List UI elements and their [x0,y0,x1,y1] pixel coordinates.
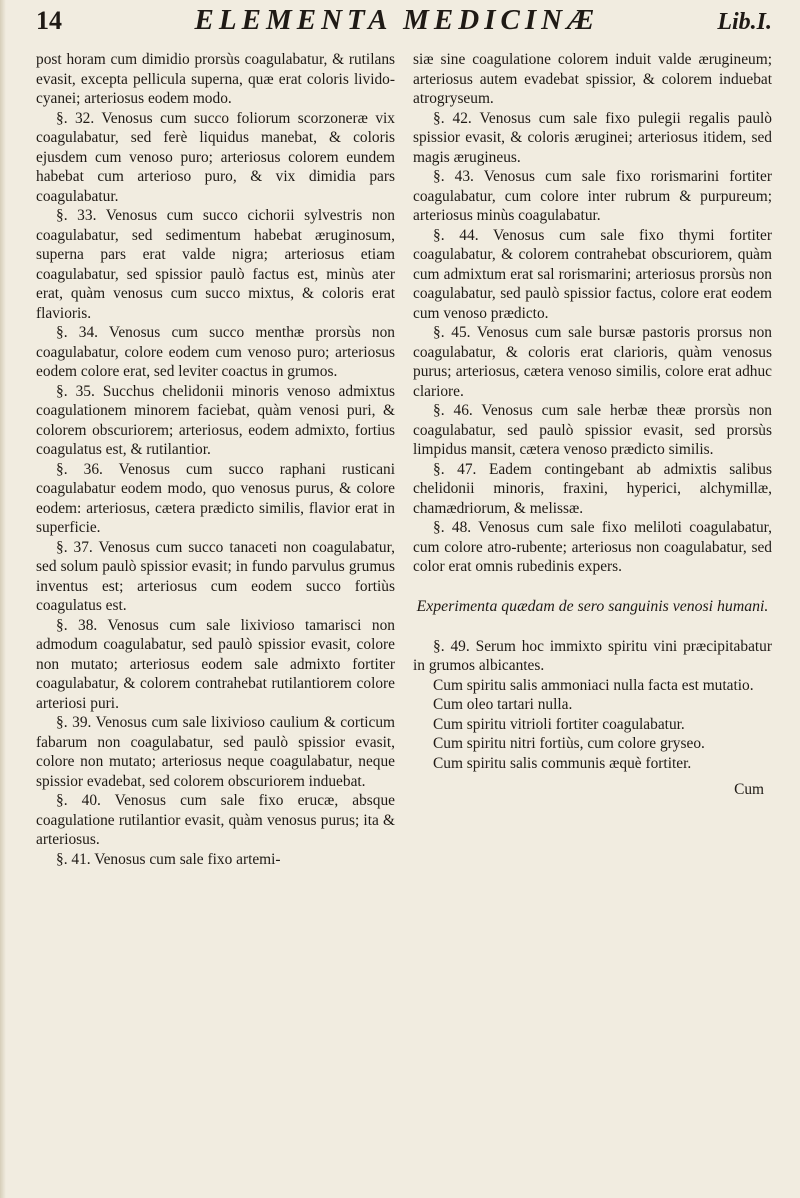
paragraph: §. 47. Eadem contingebant ab admixtis salibus chelidonii minoris, fraxini, hyperici, alchymillæ, chamædriorum, & melissæ. [413,460,772,517]
paragraph: §. 41. Venosus cum sale fixo artemi- [56,850,281,868]
paragraph: §. 35. Succhus chelidonii minoris venoso admixtus coagulationem minorem faciebat, quàm venosi puri, & colorem obscuriorem; arteriosus, eodem admixto, fortius coagulatus est, & rutilantior. [36,382,395,458]
book-reference: Lib.I. [717,9,772,35]
paragraph: Cum spiritu vitrioli fortiter coagulabatur. [433,715,685,733]
paragraph: §. 49. Serum hoc immixto spiritu vini præcipitabatur in grumos albicantes. [413,637,772,674]
paragraph: §. 38. Venosus cum sale lixivioso tamarisci non admodum coagulabatur, sed paulò spissior evasit, colore non mutato; arteriosus eodem sale admixto fortiter coagulabatur, & colorem contrahebat rutilantiorem colore arteriosi puri. [36,616,395,712]
paragraph: §. 39. Venosus cum sale lixivioso caulium & corticum fabarum non coagulabatur, sed paulò spissior evasit, colore non mutato; arteriosus neque coagulabatur, neque spissior evadebat, sed colorem obscuriorem induebat. [36,714,395,790]
paragraph: Cum spiritu nitri fortiùs, cum colore gryseo. [433,735,705,752]
page-gutter-shadow [0,0,6,1198]
page-header [36,4,772,50]
paragraph: §. 36. Venosus cum succo raphani rusticani coagulabatur eodem modo, quo venosus purus, & colore eodem: arteriosus, cætera prædicto similis, flavior erat in superficie. [36,460,395,536]
paragraph: §. 32. Venosus cum succo foliorum scorzoneræ vix coagulabatur, sed ferè liquidus manebat, & coloris ejusdem cum venoso puro; arteriosus colorem eundem habebat cum arterioso puro, & vix dimidia pars coagulabatur. [36,109,395,205]
paragraph: §. 45. Venosus cum sale bursæ pastoris prorsus non coagulabatur, & coloris erat clarioris, quàm venosus purus; arteriosus, cætera venoso similis, colore erat adhuc clariore. [413,324,772,400]
paragraph: §. 44. Venosus cum sale fixo thymi fortiter coagulabatur, & colorem contrahebat obscuriorem, quàm cum admixtum erat sal rorismarini; arteriosus prorsùs non coagulabatur, sed paulò spissior factus, colore erat eodem cum venoso prædicto. [413,226,772,322]
paragraph: §. 33. Venosus cum succo cichorii sylvestris non coagulabatur, sed sedimentum habebat æruginosum, superna pars erat valde nigra; arteriosus etiam coagulabatur, sed spissior paulò factus est, minùs ater erat, quàm venosus cum succo mixtus, & coloris erat flavioris. [36,207,395,322]
left-column [36,50,395,869]
paragraph: post horam cum dimidio prorsùs coagulabatur, & rutilans evasit, excepta pellicula superna, quæ erat coloris livido-cyanei; arteriosus eodem modo. [36,51,395,107]
catchword: Cum [734,781,764,798]
section-heading: Experimenta quædam de sero sanguinis venosi humani. [416,597,769,615]
paragraph: Cum oleo tartari nulla. [433,696,573,713]
paragraph: §. 40. Venosus cum sale fixo erucæ, absque coagulatione rutilantior evasit, quàm venosus purus; ita & arteriosus. [36,792,395,848]
paragraph: §. 46. Venosus cum sale herbæ theæ prorsùs non coagulabatur, sed paulò spissior evasit, sed prorsùs limpidus mansit, cætera venoso prædicto similis. [413,402,772,458]
paragraph: siæ sine coagulatione colorem induit valde ærugineum; arteriosus autem evadebat spissior, & colorem induebat atrogryseum. [413,51,772,107]
paragraph: §. 34. Venosus cum succo menthæ prorsùs non coagulabatur, colore eodem cum venoso puro; arteriosus eodem colore erat, sed leviter coactus in grumos. [36,324,395,380]
page-number: 14 [36,6,62,35]
running-head: ELEMENTA MEDICINÆ [194,4,600,36]
paragraph: §. 37. Venosus cum succo tanaceti non coagulabatur, sed solum paulò spissior evasit; in fundo parvulus grumus inventus est; arteriosus cum eodem succo fortiùs coagulatus est. [36,538,395,614]
paragraph: §. 48. Venosus cum sale fixo meliloti coagulabatur, cum colore atro-rubente; arteriosus non coagulabatur, sed color erat omnis rubedinis expers. [413,519,772,575]
text-columns [36,50,772,869]
paragraph: Cum spiritu salis communis æquè fortiter. [433,754,692,772]
paragraph: §. 42. Venosus cum sale fixo pulegii regalis paulò spissior evasit, & coloris æruginei; arteriosus itidem, sed magis æruginеus. [413,109,772,166]
paragraph: §. 43. Venosus cum sale fixo rorismarini fortiter coagulabatur, cum colore inter rubrum & purpureum; arteriosus minùs coagulabatur. [413,168,772,224]
paragraph: Cum spiritu salis ammoniaci nulla facta est mutatio. [433,676,754,694]
right-column [413,50,772,869]
